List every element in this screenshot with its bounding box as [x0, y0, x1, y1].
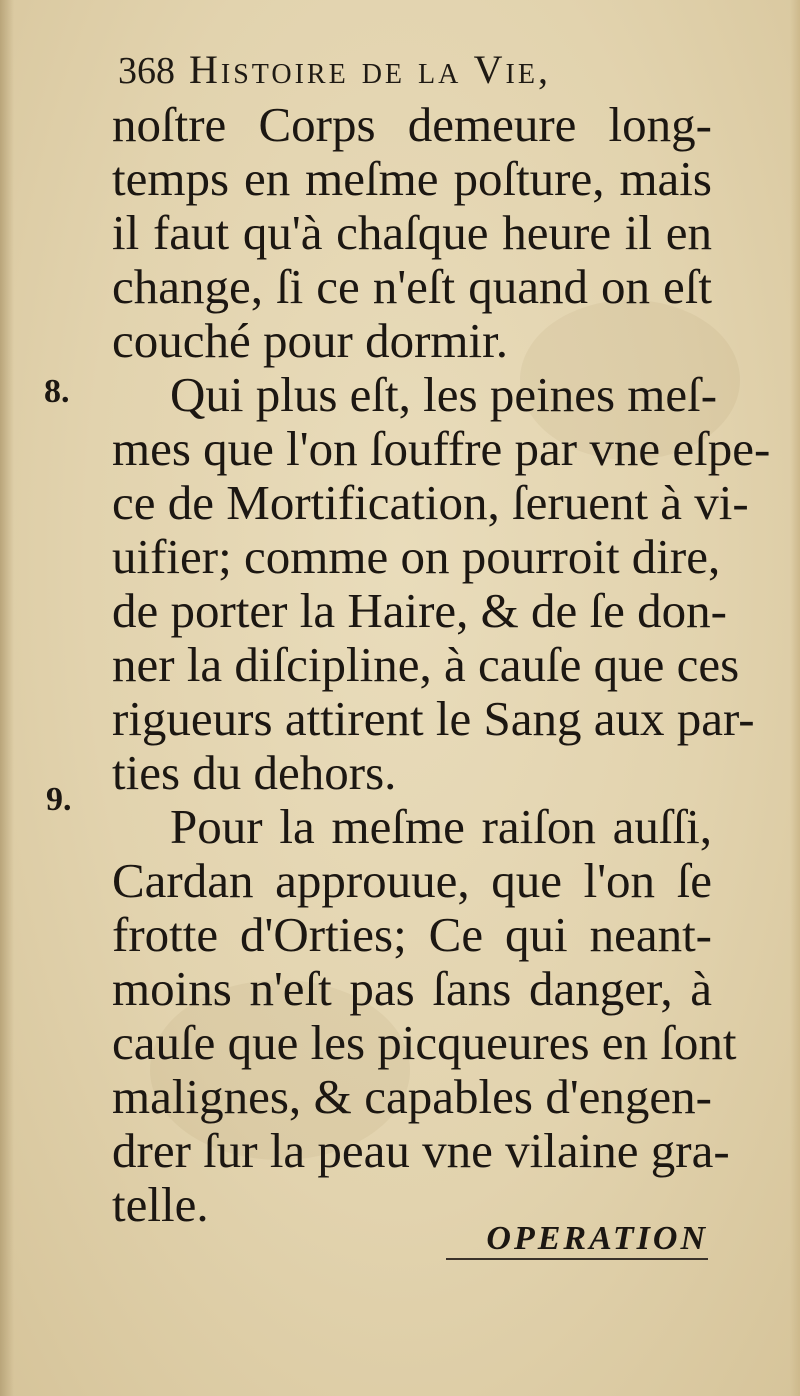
text-line: Cardan approuue, que l'on ſe — [112, 853, 712, 908]
running-head — [118, 40, 698, 100]
text-line: mes que l'on ſouffre par vne eſpe- — [112, 421, 771, 476]
running-head-title: Histoire de la Vie, — [189, 47, 551, 92]
text-line: change, ſi ce n'eſt quand on eſt — [112, 259, 712, 314]
paragraph-marker-8: 8. — [44, 373, 70, 410]
text-line: moins n'eſt pas ſans danger, à — [112, 961, 712, 1016]
text-line: noſtre Corps demeure long- — [112, 97, 712, 152]
text-line: cauſe que les picqueures en ſont — [112, 1015, 737, 1070]
text-line: malignes, & capables d'engen- — [112, 1069, 712, 1124]
text-line: telle. — [112, 1177, 209, 1232]
catchword: OPERATION — [446, 1220, 708, 1260]
text-line: il faut qu'à chaſque heure il en — [112, 205, 712, 260]
text-line: uifier; comme on pourroit dire, — [112, 529, 721, 584]
text-line: de porter la Haire, & de ſe don- — [112, 583, 727, 638]
text-line: temps en meſme poſture, mais — [112, 151, 712, 206]
text-line: Qui plus eſt, les peines meſ- — [170, 367, 718, 422]
page-number: 368 — [118, 50, 175, 92]
text-line: frotte d'Orties; Ce qui neant- — [112, 907, 712, 962]
text-line: Pour la meſme raiſon auſſi, — [170, 799, 712, 854]
text-line: ties du dehors. — [112, 745, 397, 800]
body-text — [112, 97, 771, 1232]
text-line: rigueurs attirent le Sang aux par- — [112, 691, 755, 746]
paragraph-marker-9: 9. — [46, 781, 72, 818]
text-line: ner la diſcipline, à cauſe que ces — [112, 637, 740, 692]
text-line: couché pour dormir. — [112, 313, 508, 368]
text-line: drer ſur la peau vne vilaine gra- — [112, 1123, 730, 1178]
text-line: ce de Mortification, ſeruent à vi- — [112, 475, 749, 530]
